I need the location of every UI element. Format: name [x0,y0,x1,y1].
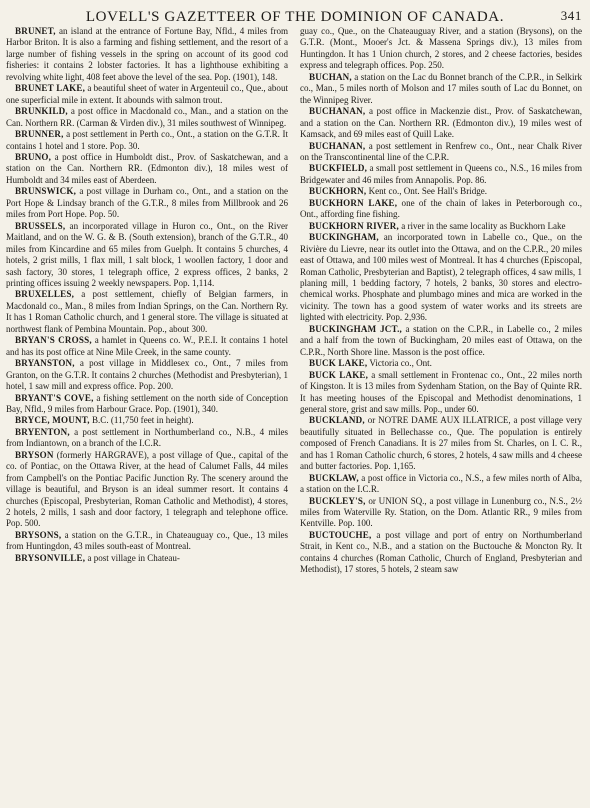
gazetteer-entry [6,358,288,392]
gazetteer-entry [6,186,288,220]
entry-name: BUCKINGHAM JCT., [309,323,403,334]
entry-text: a hamlet in Queens co. W., P.E.I. It contains 1 hotel and has its post office at Nine Mile Creek, in the same county. [6,335,288,357]
right-column [300,26,582,806]
entry-name: BRUXELLES, [15,289,75,300]
entry-name: BRYENTON, [15,426,70,437]
gazetteer-entry [300,232,582,324]
entry-name: BRUNET, [15,26,56,36]
entry-text: an island at the entrance of Fortune Bay, Nfld., 4 miles from Harbor Briton. It is also a farming and fishing settlement, and the resort of a large number of fishing vessels in the spring on account of its good cod fisheries: it contains 2 lobster factories. It has a lighthouse exhibiting a revolving white light, 408 feet above the level of the sea. Pop. (1901), 148. [6,26,288,82]
entry-name: BRYSON [15,449,54,460]
entry-name: BUCKLAND, [309,415,365,426]
entry-name: BUCKLEY'S, [309,495,366,506]
gazetteer-entry [6,393,288,416]
entry-text: Kent co., Ont. See Hall's Bridge. [366,186,488,197]
entry-text: a river in the same locality as Buckhorn Lake [398,220,566,231]
entry-name: BUCHAN, [309,71,352,82]
left-column [6,26,288,806]
entry-name: BUCK LAKE, [309,358,368,369]
running-title: LOVELL'S GAZETTEER OF THE DOMINION OF CANADA. [85,8,505,25]
entry-text: a post office in Macdonald co., Man., and a station on the Can. Northern RR. (Carman & Virden div.), 31 miles southwest of Winnipeg. [6,106,288,128]
gazetteer-entry [6,83,288,106]
entry-text: a small post settlement in Queens co., N.S., 16 miles from Bridgewater and 46 miles from Annapolis. Pop. 86. [300,163,582,185]
entry-text: Victoria co., Ont. [367,358,432,369]
entry-name: BRUNKILD, [15,106,68,117]
gazetteer-entry [300,106,582,140]
gazetteer-entry [6,106,288,129]
entry-text: a post office in Humboldt dist., Prov. of Saskatchewan, and a station on the Can. Northern RR. (Edmonton div.), 18 miles west of Humboldt and 34 miles east of Aberdeen. [6,151,288,185]
gazetteer-entry [6,152,288,186]
gazetteer-entry [300,221,582,232]
entry-name: BRUNET LAKE, [15,83,86,94]
entry-text: a post settlement in Perth co., Ont., a station on the G.T.R. It contains 1 hotel and 1 store. Pop. 30. [6,129,288,151]
entry-text: a small settlement in Frontenac co., Ont., 22 miles north of Kingston. It is 13 miles from Sydenham Station, on the Bay of Quinte RR. It has meeting houses of the Episcopal and Methodist denominations, 1 general store, grist and saw mills. Pop., under 60. [300,369,582,414]
gazetteer-entry [6,221,288,290]
gazetteer-entry [300,186,582,197]
entry-text: an incorporated town in Labelle co., Que., on the Rivière du Lievre, near its outlet into the Ottawa, and on the C.P.R., 20 miles east of Ottawa, and 100 miles west of Montreal. It has 4 churches (Episcopal, Roman Catholic, Presbyterian and Baptist), 2 telegraph offices, 4 saw mills, 1 planing mill, 1 bedding factory, 7 hotels, 2 banks, 30 stores and electro-chemical works. Phosphate and plumbago mines and mica are worked in the vicinity. The town has a good system of water works and its streets are lighted with electricity. Pop. 2,936. [300,232,582,323]
gazetteer-entry [6,530,288,553]
entry-text: an incorporated village in Huron co., Ont., on the River Maitland, and on the W. G. & B. (South extension), branch of the G.T.R., 40 miles from Kincardine and 65 miles from Guelph. It contains 5 churches, 4 hotels, 2 grist mills, 1 flax mill, 1 salt block, 1 woollen factory, 1 door and sash factory, 30 stores, 1 telegraph office, 2 express offices, 2 banks, 2 printing offices issuing 2 weekly newspapers. Pop. 1,114. [6,220,288,288]
entry-name: BUCKHORN RIVER, [309,220,399,231]
entry-name: BRUNO, [15,151,52,162]
entry-name: BUCTOUCHE, [309,529,372,540]
entry-name: BRYCE, MOUNT, [15,415,90,426]
entry-name: BUCHANAN, [309,106,366,117]
entry-text: a post village in Chateau- [85,552,180,563]
entry-text: guay co., Que., on the Chateauguay River, and a station (Brysons), on the G.T.R. (Mont., Mooer's Jct. & Massena Springs div.), 13 miles from Huntingdon. It has 1 Union church, 2 stores, and 2 cheese factories, besides express and telegraph offices. Pop. 250. [300,26,582,71]
gazetteer-entry [6,553,288,564]
entry-name: BUCHANAN, [309,140,366,151]
entry-text: a station on the C.P.R., in Labelle co., 2 miles and a half from the town of Buckingham, 20 miles east of Ottawa, on the C.P.R., North Shore line. Masson is the post office. [300,323,582,357]
entry-text: a post office in Mackenzie dist., Prov. of Saskatchewan, and a station on the Can. Northern RR. (Edmonton div.), 19 miles west of Kamsack, and 69 miles east of Quill Lake. [300,106,582,140]
entry-text: a post settlement in Renfrew co., Ont., near Chalk River on the Transcontinental line of the C.P.R. [300,140,582,162]
entry-text: a post village and port of entry on Northumberland Strait, in Kent co., N.B., and a station on the Buctouche & Moncton Ry. It contains 4 churches (Roman Catholic, Church of England, Presbyterian and Methodist), 17 stores, 5 hotels, 2 steam saw [300,529,582,575]
gazetteer-entry [6,289,288,335]
gazetteer-entry [300,198,582,221]
gazetteer-entry [6,335,288,358]
gazetteer-entry [300,72,582,106]
entry-text: a post office in Victoria co., N.S., a few miles north of Alba, a station on the I.C.R. [300,472,582,495]
entry-name: BUCKFIELD, [309,163,368,174]
entry-text: or UNION SQ., a post village in Lunenburg co., N.S., 2½ miles from Waterville Ry. Station, on the Dom. Atlantic RR., 9 miles from Kentville. Pop. 100. [300,495,582,529]
gazetteer-entry [300,530,582,576]
gazetteer-entry [300,370,582,416]
entry-name: BRUSSELS, [15,220,66,231]
gazetteer-entry [300,324,582,358]
text-columns [6,26,582,806]
gazetteer-entry [6,129,288,152]
entry-text: a station on the G.T.R., in Chateauguay co., Que., 13 miles from Huntingdon, 43 miles south-east of Montreal. [6,529,288,552]
entry-text: one of the chain of lakes in Peterborough co., Ont., affording fine fishing. [300,197,582,220]
entry-text: a post village in Middlesex co., Ont., 7 miles from Granton, on the G.T.R. It contains 2 churches (Methodist and Presbyterian), 1 hotel, 1 saw mill and express office. Pop. 200. [6,358,288,392]
entry-text: a station on the Lac du Bonnet branch of the C.P.R., in Selkirk co., Man., 5 miles north of Molson and 17 miles south of Lac du Bonnet, on the Winnipeg River. [300,71,582,105]
gazetteer-entry [6,415,288,426]
entry-name: BUCKHORN, [309,186,367,197]
entry-text: a post settlement in Northumberland co., N.B., 4 miles from Indiantown, on a branch of the I.C.R. [6,426,288,449]
entry-text: or NOTRE DAME AUX ILLATRICE, a post village very beautifully situated in Bellechasse co., Que. The population is entirely composed of French Canadians. It is 27 miles from St. Charles, on I. C. R., and has 1 Roman Catholic church, 6 stores, 2 hotels, 4 saw mills and 4 cheese and butter factories. Pop. 1,165. [300,415,582,472]
gazetteer-entry [300,26,582,72]
gazetteer-entry [300,496,582,530]
gazetteer-entry [6,450,288,530]
entry-text: a fishing settlement on the north side of Conception Bay, Nfld., 9 miles from Harbour Grace. Pop. (1901), 340. [6,392,288,414]
page-header [0,6,590,28]
entry-text: (formerly HARGRAVE), a post village of Que., capital of the co. of Pontiac, on the Ottawa River, at the head of Calumet Falls, 44 miles from Campbell's on the Pontiac Pacific Junction Ry. The scenery around the village is beautiful, and Bryson is an ideal summer resort. It contains 4 churches (Episcopal, Presbyterian, Roman Catholic and Methodist), 4 stores, 2 hotels, 2 mills, 1 sash and door factory, 1 telegraph and telephone office. Pop. 500. [6,449,288,529]
entry-name: BRUNNER, [15,129,64,140]
entry-name: BUCKLAW, [309,472,359,483]
entry-name: BRYSONS, [15,529,62,540]
entry-name: BRYAN'S CROSS, [15,335,92,346]
entry-name: BUCK LAKE, [309,369,369,380]
entry-text: a post village in Durham co., Ont., and a station on the Port Hope & Lindsay branch of the G.T.R., 8 miles from Millbrook and 26 miles from Port Hope. Pop. 50. [6,186,288,220]
gazetteer-entry [6,26,288,83]
entry-text: B.C. (11,750 feet in height). [89,415,194,426]
entry-name: BRYANSTON, [15,358,75,369]
entry-name: BUCKINGHAM, [309,232,379,243]
page-number: 341 [560,8,582,23]
gazetteer-entry [300,141,582,164]
entry-text: a beautiful sheet of water in Argenteuil co., Que., about one superficial mile in extent. It abounds with salmon trout. [6,83,288,105]
gazetteer-entry [300,163,582,186]
entry-name: BRYSONVILLE, [15,552,86,563]
gazetteer-entry [6,427,288,450]
entry-name: BRYANT'S COVE, [15,392,94,403]
gazetteer-entry [300,415,582,472]
entry-name: BRUNSWICK, [15,186,77,197]
entry-name: BUCKHORN LAKE, [309,197,398,208]
entry-text: a post settlement, chiefly of Belgian farmers, in Macdonald co., Man., 8 miles from Indian Springs, on the Can. Northern Ry. It has 1 Roman Catholic church, and 1 general store. The village is situated at northwest flank of Pembina Mountain. Pop., about 300. [6,289,288,334]
gazetteer-entry [300,473,582,496]
gazetteer-entry [300,358,582,369]
